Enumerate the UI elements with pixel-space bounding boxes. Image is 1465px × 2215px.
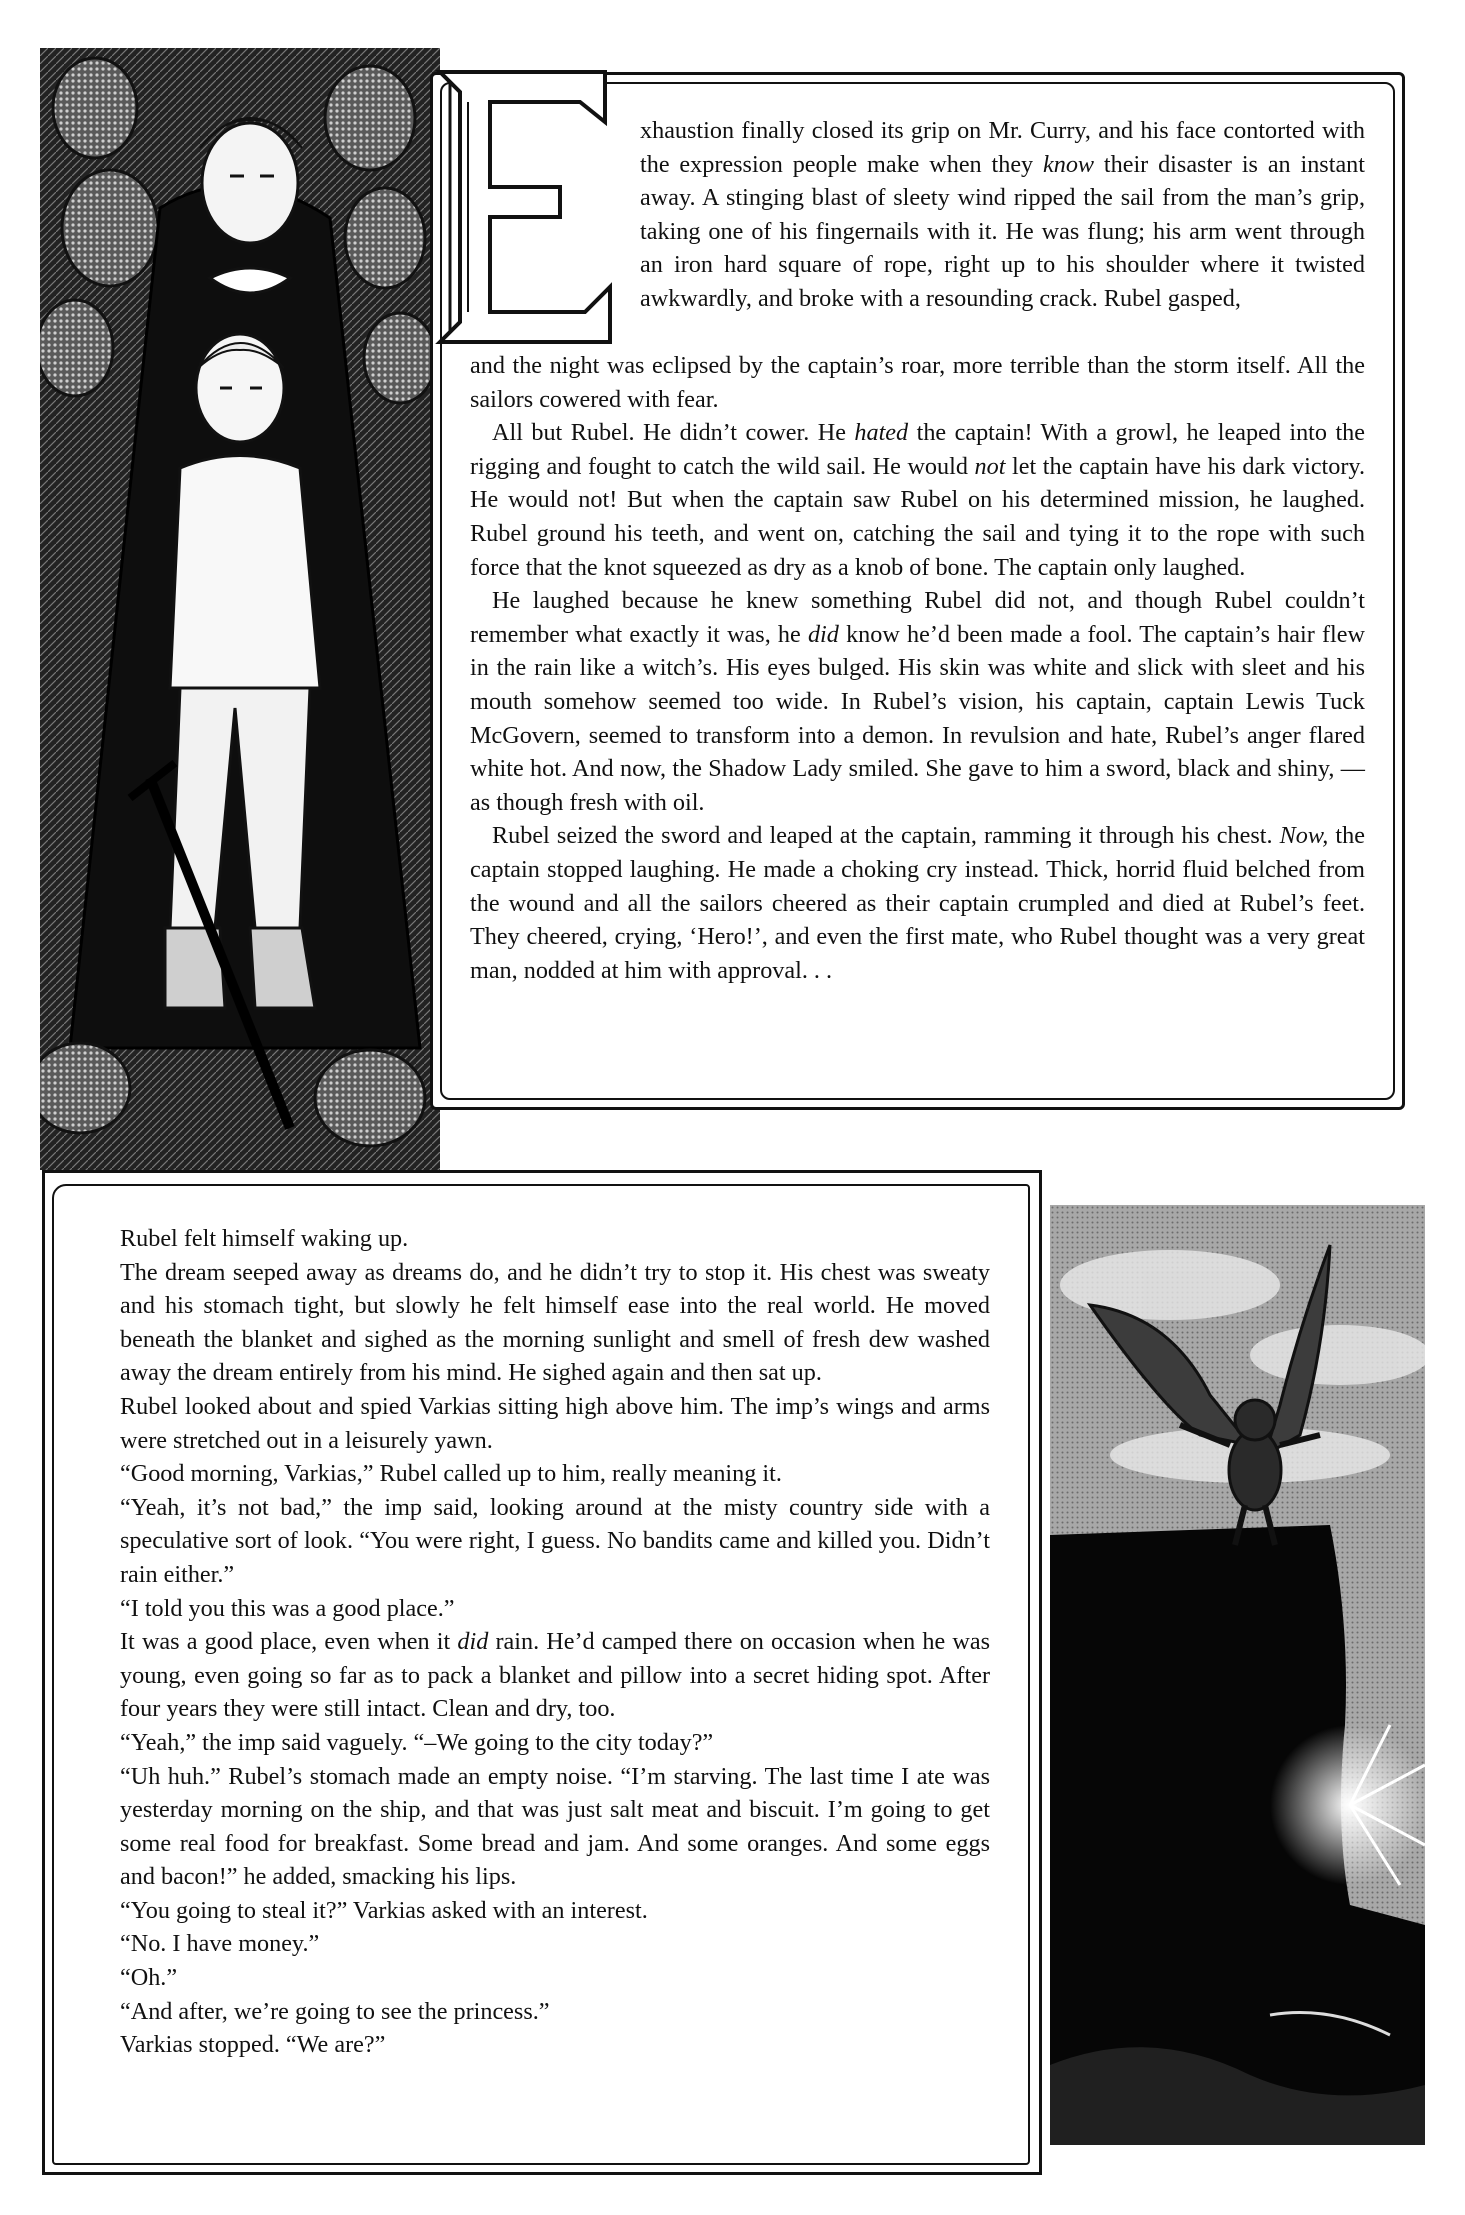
- paragraph-all-but-rubel: [470, 416, 1365, 584]
- paragraph-starving: “Uh huh.” Rubel’s stomach made an empty noise. “I’m starving. The last time I ate was yesterday morning on the ship, and that was just salt meat and biscuit. I’m going to get some real food for breakfast. Some bread and jam. And some oranges. And some eggs and bacon!” he added, smacking his lips.: [120, 1762, 990, 1891]
- text-run: All but Rubel. He didn’t cower. He: [492, 419, 855, 447]
- paragraph-he-laughed: [470, 584, 1365, 819]
- paragraph-night-eclipsed: and the night was eclipsed by the captain’s roar, more terrible than the storm itself. All the sailors cowered with fear.: [470, 352, 1365, 413]
- emphasis: did: [807, 620, 839, 648]
- text-run: xhaustion finally closed its grip on Mr. Curry, and his face contorted with the expression people make when they: [640, 117, 1365, 178]
- dropcap-letter-e: [420, 62, 625, 352]
- paragraph-steal-it: “You going to steal it?” Varkias asked with an interest.: [120, 1896, 648, 1924]
- paragraph-waking: Rubel felt himself waking up.: [120, 1225, 409, 1252]
- illustration-shadow-lady-and-rubel: [40, 48, 440, 1170]
- top-text-continued: [470, 349, 1365, 987]
- text-run: He laughed because he knew something Rubel did not, and though Rubel couldn’t remember what exactly it was, he: [470, 587, 1365, 648]
- paragraph-dream-seeped: The dream seeped away as dreams do, and he didn’t try to stop it. His chest was sweaty and his stomach tight, but slowly he felt himself ease into the real world. He moved beneath the blanket and sighed as the morning sunlight and smell of fresh dew washed away the dream entirely from his mind. He sighed again and then sat up.: [120, 1258, 990, 1387]
- text-run: the captain! With a growl, he leaped into the rigging and fought to catch the wild sail. He would: [470, 419, 1365, 480]
- illustration-varkias-on-cliff: [1050, 1205, 1425, 2145]
- emphasis: hated: [854, 419, 909, 447]
- text-run: rain. He’d camped there on occasion when he was young, even going so far as to pack a blanket and pillow into a secret hiding spot. After four years they were still intact. Clean and dry, too.: [120, 1628, 990, 1723]
- emphasis: Now,: [1279, 822, 1329, 850]
- paragraph-exhaustion: [640, 114, 1365, 316]
- text-run: the captain stopped laughing. He made a choking cry instead. Thick, horrid fluid belched from the wound and all the sailors cheered as their captain crumpled and died at Rubel’s feet. They cheered, crying, ‘Hero!’, and even the first mate, who Rubel thought was a very great man, nodded at him with approval. . .: [470, 822, 1365, 984]
- emphasis: did: [457, 1628, 489, 1656]
- paragraph-good-morning: “Good morning, Varkias,” Rubel called up to him, really meaning it.: [120, 1460, 782, 1488]
- top-text-opening: [640, 114, 1365, 316]
- paragraph-city-today: “Yeah,” the imp said vaguely. “–We going to the city today?”: [120, 1728, 714, 1756]
- text-run: know he’d been made a fool. The captain’s hair flew in the rain like a witch’s. His eyes bulged. His skin was white and slick with sleet and his mouth somehow seemed too wide. In Rubel’s vision, his captain, captain Lewis Tuck McGovern, seemed to transform into a demon. In revulsion and hate, Rubel’s anger flared white hot. And now, the Shadow Lady smiled. She gave to him a sword, black and shiny, —as though fresh with oil.: [470, 620, 1365, 816]
- paragraph-have-money: “No. I have money.”: [120, 1930, 320, 1958]
- paragraph-camped: [98, 1625, 990, 1726]
- paragraph-spied-varkias: Rubel looked about and spied Varkias sitting high above him. The imp’s wings and arms were stretched out in a leisurely yawn.: [120, 1392, 990, 1454]
- text-run: It was a good place, even when it: [120, 1628, 458, 1656]
- emphasis: know: [1043, 150, 1095, 178]
- paragraph-princess: “And after, we’re going to see the princess.”: [120, 1997, 550, 2025]
- emphasis: not: [974, 452, 1006, 480]
- paragraph-oh: “Oh.”: [120, 1964, 178, 1992]
- dropcap-drawing: [420, 62, 625, 352]
- paragraph-we-are: Varkias stopped. “We are?”: [120, 2031, 386, 2059]
- text-run: Rubel seized the sword and leaped at the captain, ramming it through his chest.: [492, 822, 1280, 850]
- text-run: let the captain have his dark victory. He would not! But when the captain saw Rubel on his determined mission, he laughed. Rubel ground his teeth, and went on, catching the sail and tying it to the rope with such force that the knot squeezed as dry as a knob of bone. The captain only laughed.: [470, 452, 1365, 581]
- illustration-drawing: [1050, 1205, 1425, 2145]
- illustration-drawing: [40, 48, 440, 1170]
- paragraph-seized-sword: [470, 819, 1365, 987]
- bottom-text-body: [98, 1222, 990, 2062]
- paragraph-good-place: “I told you this was a good place.”: [120, 1594, 455, 1622]
- text-run: their disaster is an instant away. A stinging blast of sleety wind ripped the sail from the man’s grip, taking one of his fingernails with it. He was flung; his arm went through an iron hard square of rope, right up to his shoulder where it twisted awkwardly, and broke with a resounding crack. Rubel gasped,: [640, 150, 1365, 312]
- paragraph-not-bad: “Yeah, it’s not bad,” the imp said, looking around at the misty country side with a speculative sort of look. “You were right, I guess. No bandits came and killed you. Didn’t rain either.”: [120, 1493, 990, 1588]
